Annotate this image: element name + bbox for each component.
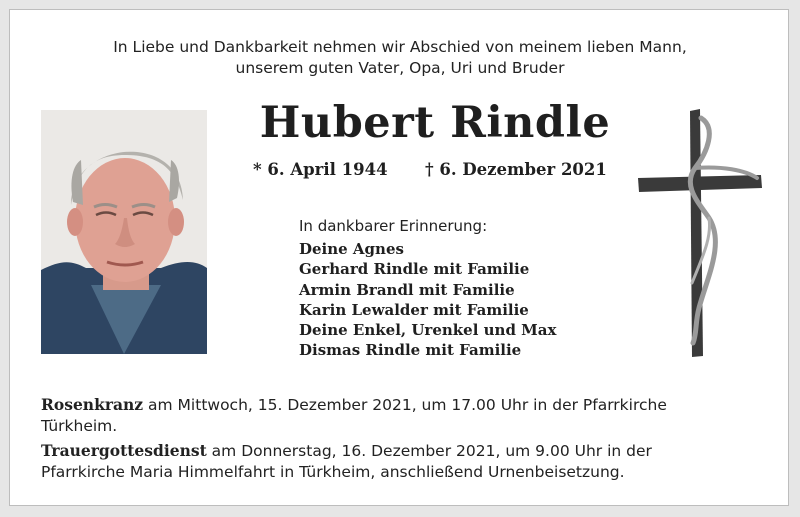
intro-line-1: In Liebe und Dankbarkeit nehmen wir Abschied von meinem lieben Mann,: [113, 38, 687, 56]
mourner-line: Deine Agnes: [299, 240, 404, 258]
rosary-label: Rosenkranz: [41, 395, 144, 414]
cross-icon: [637, 108, 763, 358]
birth-date: * 6. April 1944: [253, 160, 388, 179]
portrait-photo: [41, 110, 207, 354]
intro-line-2: unserem guten Vater, Opa, Uri und Bruder: [235, 59, 565, 77]
funeral-details-cont: Pfarrkirche Maria Himmelfahrt in Türkheim, anschließend Urnenbeisetzung.: [41, 463, 625, 481]
rosary-details: am Mittwoch, 15. Dezember 2021, um 17.00 Uhr in der Pfarrkirche: [143, 396, 667, 414]
mourner-line: Deine Enkel, Urenkel und Max: [299, 321, 557, 340]
obituary-card: [9, 9, 789, 506]
funeral-label: Trauergottesdienst: [41, 441, 207, 460]
funeral-details: am Donnerstag, 16. Dezember 2021, um 9.00 Uhr in der: [206, 442, 652, 460]
death-date: † 6. Dezember 2021: [425, 160, 607, 179]
mourner-line: Dismas Rindle mit Familie: [299, 341, 522, 360]
mourner-line: Gerhard Rindle mit Familie: [299, 260, 530, 279]
mourners-block: [299, 216, 556, 361]
mourner-line: Armin Brandl mit Familie: [299, 280, 515, 299]
mourners-heading: In dankbarer Erinnerung:: [299, 217, 488, 235]
rosary-service: [41, 394, 761, 437]
funeral-service: [41, 440, 761, 483]
mourner-line: Karin Lewalder mit Familie: [299, 300, 529, 319]
rosary-details-cont: Türkheim.: [41, 417, 118, 435]
deceased-name: Hubert Rindle: [259, 98, 611, 148]
intro-text: [10, 37, 790, 79]
